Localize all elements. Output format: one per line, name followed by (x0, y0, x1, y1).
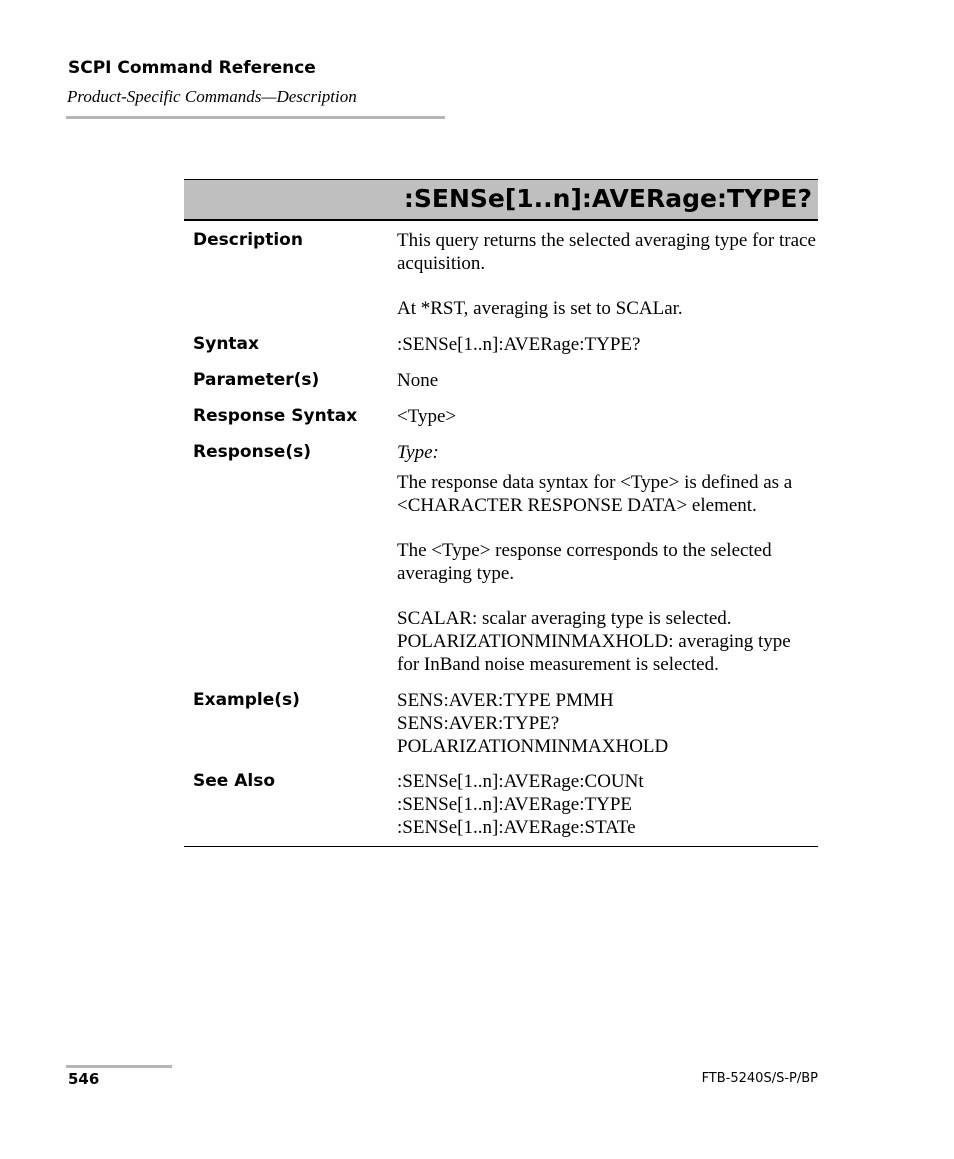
parameters-value: None (397, 370, 439, 391)
table-bottom-rule (184, 846, 818, 847)
product-model: FTB-5240S/S-P/BP (701, 1071, 818, 1086)
description-reset-note: At *RST, averaging is set to SCALar. (397, 298, 683, 319)
response-name: Type: (397, 442, 439, 463)
response-definition: The response data syntax for <Type> is defined as a <CHARACTER RESPONSE DATA> element. (397, 472, 793, 516)
response-scalar: SCALAR: scalar averaging type is selected. (397, 608, 732, 629)
command-title-bar (184, 179, 818, 221)
see-also-command: :SENSe[1..n]:AVERage:TYPE (397, 794, 633, 815)
command-title: :SENSe[1..n]:AVERage:TYPE? (403, 184, 812, 213)
examples-value (397, 689, 817, 758)
example-line: POLARIZATIONMINMAXHOLD (397, 736, 669, 757)
response-polarization: POLARIZATIONMINMAXHOLD: averaging type for InBand noise measurement is selected. (397, 631, 791, 675)
see-also-value (397, 770, 817, 839)
example-line: SENS:AVER:TYPE PMMH (397, 690, 614, 711)
syntax-label: Syntax (193, 334, 259, 354)
description-paragraph: This query returns the selected averaging type for trace acquisition. (397, 230, 816, 274)
examples-label: Example(s) (193, 690, 300, 710)
see-also-command: :SENSe[1..n]:AVERage:STATe (397, 817, 636, 838)
see-also-command: :SENSe[1..n]:AVERage:COUNt (397, 771, 644, 792)
running-header-title: SCPI Command Reference (68, 58, 316, 78)
syntax-value: :SENSe[1..n]:AVERage:TYPE? (397, 334, 641, 355)
footer-divider (66, 1065, 172, 1068)
header-divider (66, 116, 445, 119)
see-also-label: See Also (193, 771, 276, 791)
responses-value (397, 441, 817, 676)
parameters-label: Parameter(s) (193, 370, 320, 390)
page-number: 546 (68, 1070, 100, 1088)
response-syntax-value: <Type> (397, 406, 457, 427)
description-value (397, 229, 817, 320)
response-meaning: The <Type> response corresponds to the selected averaging type. (397, 540, 772, 584)
running-header-subtitle: Product-Specific Commands—Description (67, 87, 357, 106)
response-syntax-label: Response Syntax (193, 406, 358, 426)
responses-label: Response(s) (193, 442, 311, 462)
description-label: Description (193, 230, 303, 250)
example-line: SENS:AVER:TYPE? (397, 713, 560, 734)
